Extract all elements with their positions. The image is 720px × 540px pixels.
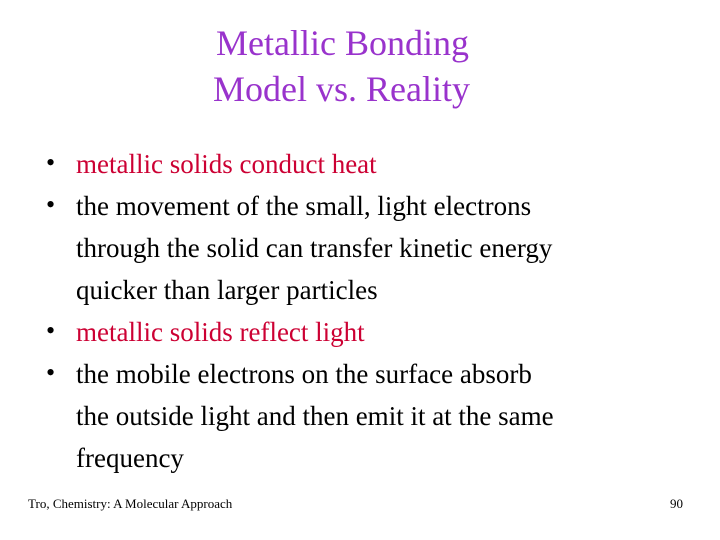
- bullet-text: metallic solids reflect light: [76, 317, 365, 347]
- bullet-dot-icon: •: [46, 316, 56, 345]
- bullet-item-4: [46, 353, 706, 479]
- bullet-dot-icon: •: [46, 148, 56, 177]
- slide-title: [213, 20, 693, 112]
- bullet-text: metallic solids conduct heat: [76, 149, 377, 179]
- slide-title-line-2: Model vs. Reality: [213, 69, 470, 109]
- bullet-item-3: [46, 311, 706, 353]
- page-number: 90: [670, 496, 683, 511]
- bullet-item-1: [46, 143, 706, 185]
- bullet-list: [46, 143, 706, 479]
- footer-citation: Tro, Chemistry: A Molecular Approach: [28, 496, 233, 511]
- bullet-item-2: [46, 185, 706, 311]
- bullet-dot-icon: •: [46, 190, 56, 219]
- bullet-text: the movement of the small, light electrons through the solid can transfer kinetic energy quicker than larger particles: [76, 191, 553, 305]
- slide-title-line-1: Metallic Bonding: [216, 23, 469, 63]
- bullet-dot-icon: •: [46, 358, 56, 387]
- bullet-text: the mobile electrons on the surface absorb the outside light and then emit it at the same frequency: [76, 359, 554, 473]
